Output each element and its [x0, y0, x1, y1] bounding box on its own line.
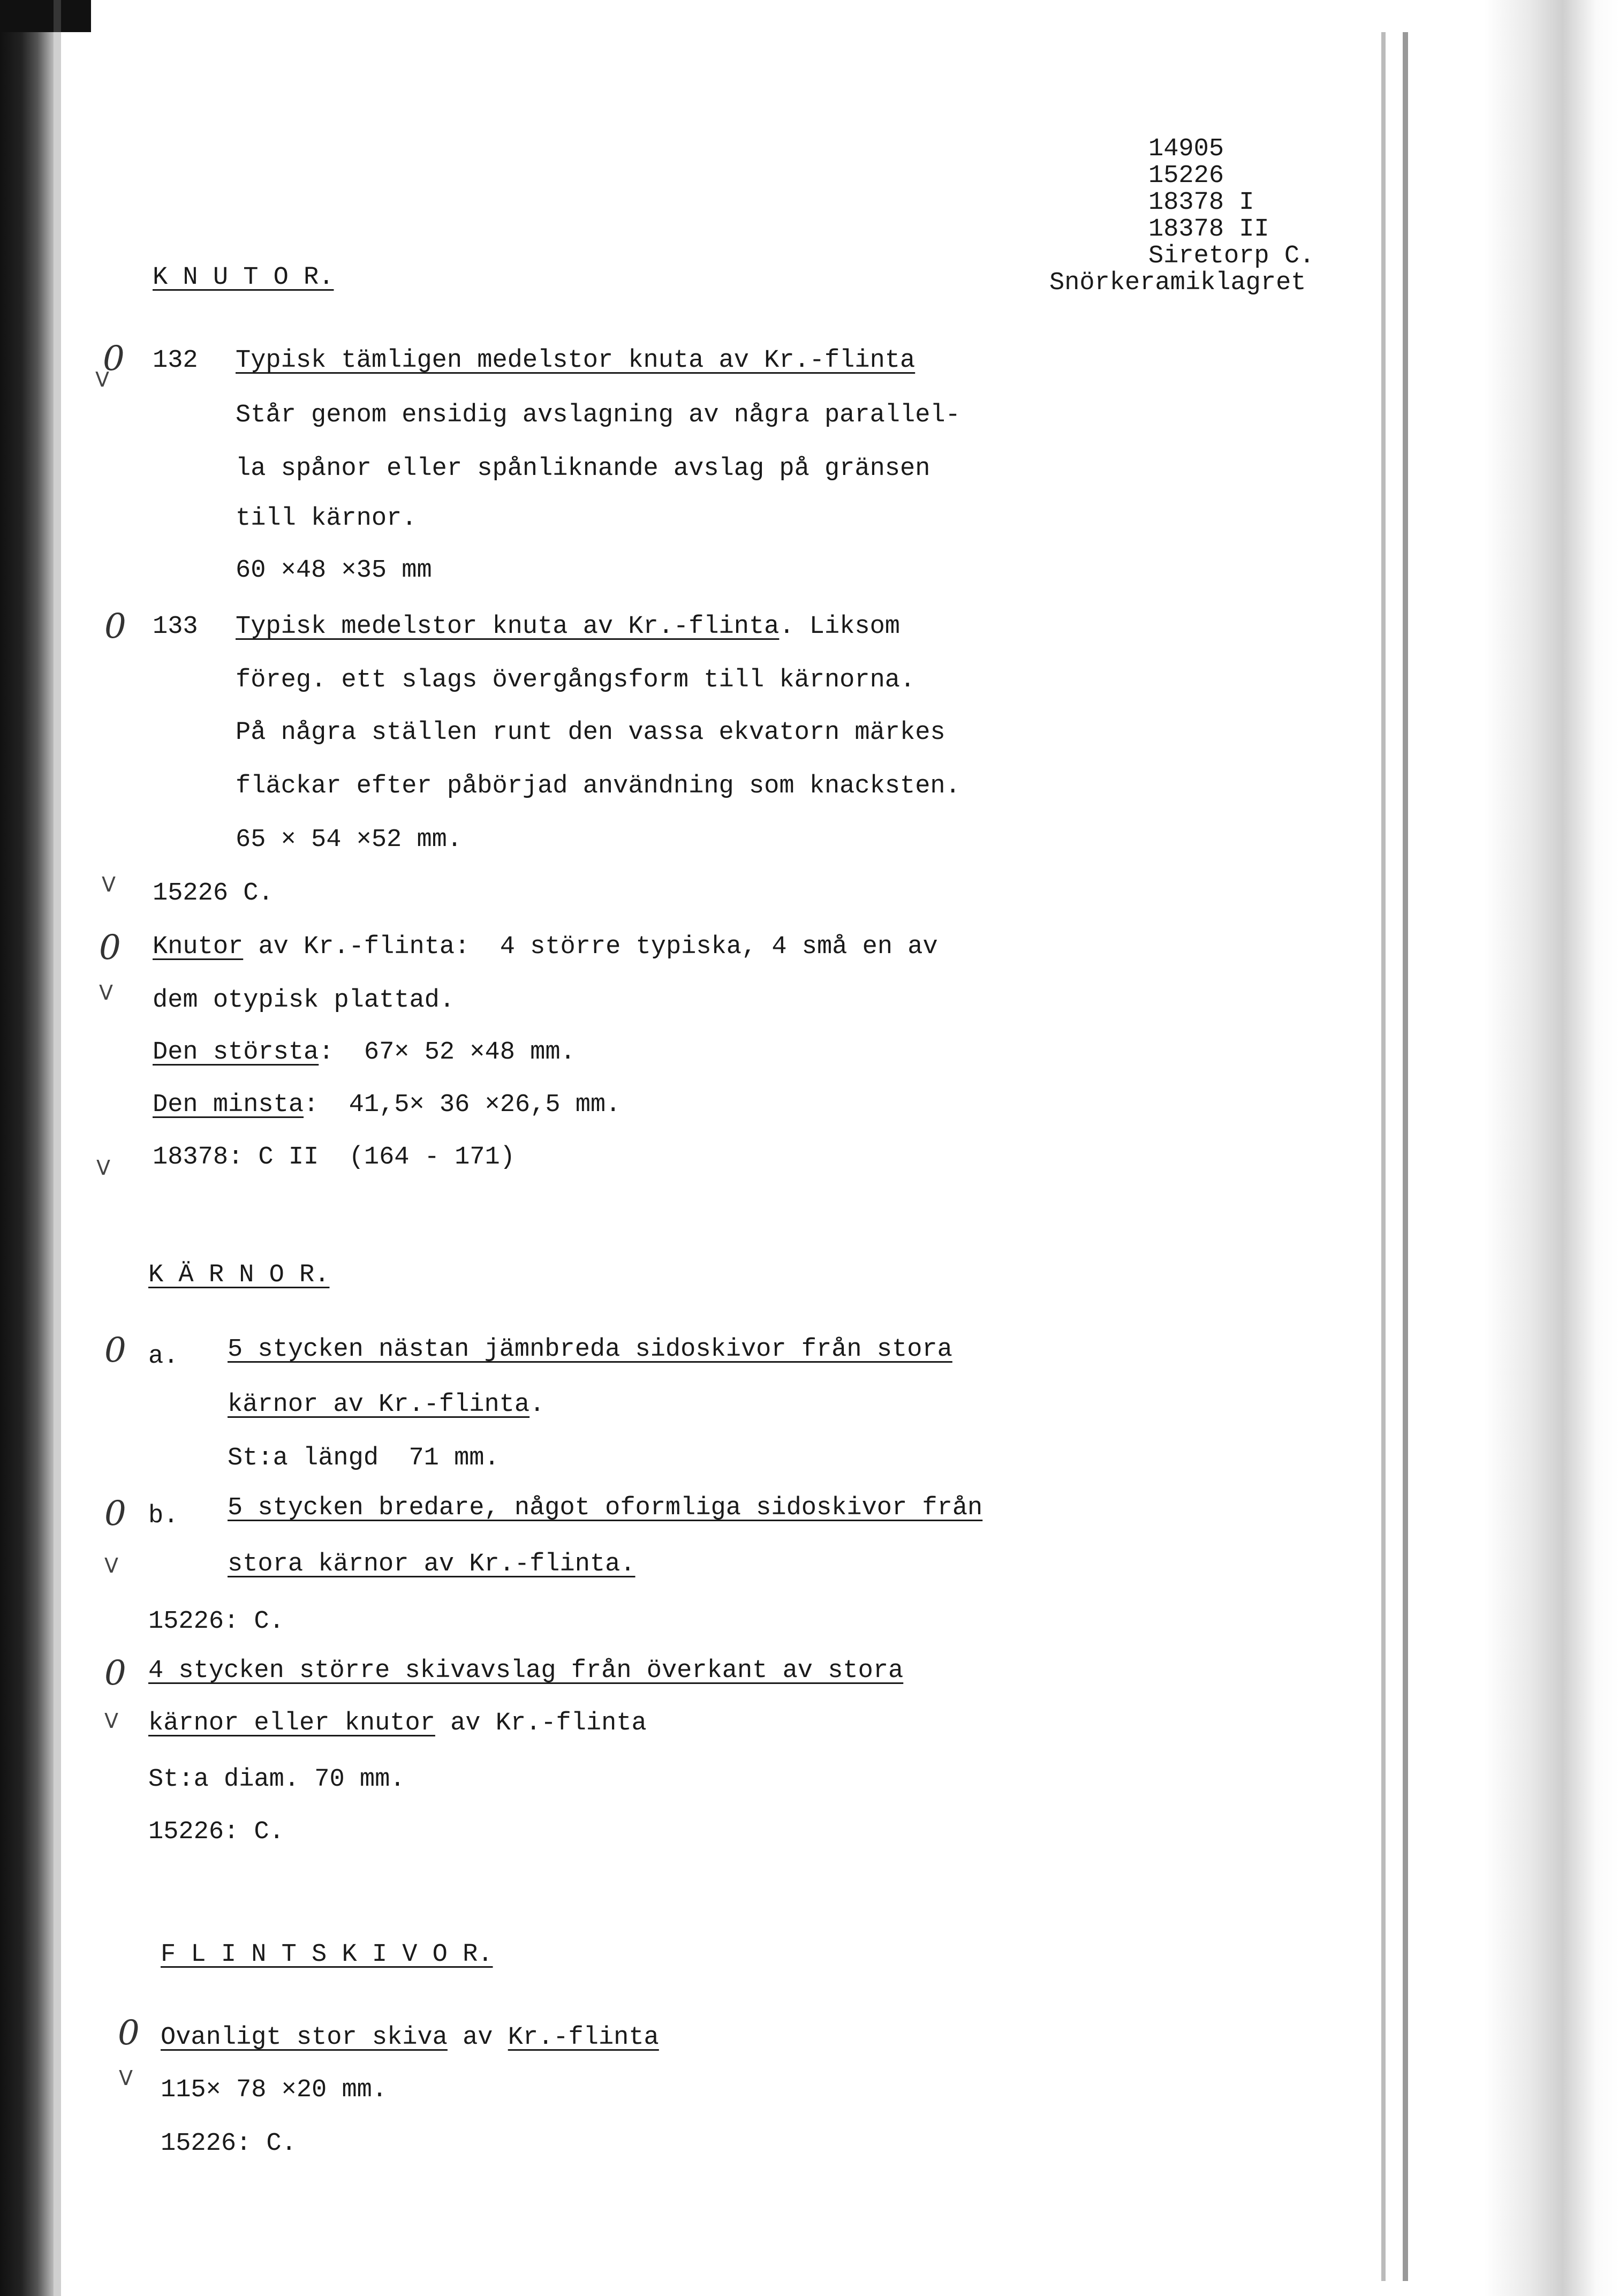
largest-value: : 67× 52 ×48 mm.	[319, 1038, 576, 1067]
zero-mark: 0	[99, 928, 121, 968]
item-title: Ovanligt stor skiva	[161, 2023, 448, 2052]
dimensions: St:a längd 71 mm.	[228, 1444, 500, 1472]
page-stack-edge	[1394, 0, 1619, 2296]
page-edge-line-2	[1403, 32, 1408, 2281]
description-line: dem otypisk plattad.	[153, 986, 455, 1015]
item-letter: b.	[148, 1502, 179, 1530]
smallest-value: : 41,5× 36 ×26,5 mm.	[304, 1091, 621, 1119]
item-title-end: .	[529, 1391, 545, 1419]
ref-line: Siretorp C.	[1148, 242, 1315, 270]
book-binding-shadow	[0, 0, 54, 2296]
description-line: till kärnor.	[236, 504, 417, 533]
zero-mark: 0	[104, 1653, 126, 1693]
smallest-label: Den minsta	[153, 1091, 304, 1119]
item-title-rest: . Liksom	[779, 613, 901, 641]
item-title: stora kärnor av Kr.-flinta.	[228, 1550, 636, 1578]
item-title: kärnor av Kr.-flinta	[228, 1391, 530, 1419]
page-edge-line	[1381, 32, 1386, 2281]
ref-line: 15226	[1148, 162, 1224, 190]
flintskiva-line	[161, 2025, 659, 2050]
item-title-line	[228, 1392, 544, 1417]
item-title: 5 stycken nästan jämnbreda sidoskivor från stora	[228, 1335, 952, 1364]
dimensions: 115× 78 ×20 mm.	[161, 2076, 388, 2104]
check-mark: V	[95, 368, 109, 391]
reference: 15226: C.	[148, 1818, 284, 1846]
description-line: Står genom ensidig avslagning av några parallel-	[236, 401, 960, 429]
check-mark: V	[99, 981, 113, 1004]
check-mark: V	[104, 1554, 118, 1577]
reference: 15226 C.	[153, 879, 274, 908]
zero-mark: 0	[104, 1494, 126, 1534]
description-line: På några ställen runt den vassa ekvatorn märkes	[236, 719, 945, 747]
zero-mark: 0	[104, 1331, 126, 1370]
reference: 15226: C.	[148, 1607, 284, 1636]
item-title: 4 stycken större skivavslag från överkant av stora	[148, 1657, 904, 1685]
reference-numbers	[1049, 135, 1315, 324]
item-title-material: Kr.-flinta	[508, 2023, 659, 2052]
zero-mark: 0	[103, 339, 125, 379]
binding-top-dark	[0, 0, 91, 32]
item-title-line	[236, 614, 900, 639]
zero-mark: 0	[104, 607, 126, 646]
item-title: kärnor eller knutor	[148, 1709, 435, 1738]
item-number: 132	[153, 346, 198, 375]
dimensions: St:a diam. 70 mm.	[148, 1765, 405, 1794]
item-title: Typisk tämligen medelstor knuta av Kr.-flinta	[236, 346, 916, 375]
description-line: fläckar efter påbörjad användning som knacksten.	[236, 772, 960, 800]
item-letter: a.	[148, 1342, 179, 1371]
knutor-text: av Kr.-flinta: 4 större typiska, 4 små en av	[243, 933, 938, 961]
knutor-line	[153, 934, 938, 960]
item-title: 5 stycken bredare, något oformliga sidoskivor från	[228, 1494, 983, 1522]
smallest-line	[153, 1092, 621, 1117]
page-gutter	[54, 0, 61, 2296]
reference: 18378: C II (164 - 171)	[153, 1143, 515, 1172]
item-title-rest: av Kr.-flinta	[435, 1709, 647, 1738]
check-mark: V	[102, 873, 116, 896]
check-mark: V	[119, 2066, 133, 2090]
item-title-mid: av	[447, 2023, 508, 2052]
section-heading-flintskivor: F L I N T S K I V O R.	[161, 1940, 493, 1969]
dimensions: 65 × 54 ×52 mm.	[236, 826, 463, 854]
ref-line: Snörkeramiklagret	[1049, 269, 1306, 297]
reference: 15226: C.	[161, 2129, 297, 2158]
item-number: 133	[153, 613, 198, 641]
section-heading-karnor: K Ä R N O R.	[148, 1261, 330, 1289]
description-line: la spånor eller spånliknande avslag på gränsen	[236, 455, 930, 483]
ref-line: 14905	[1148, 135, 1224, 163]
ref-line: 18378 II	[1148, 215, 1269, 244]
item-title: Typisk medelstor knuta av Kr.-flinta	[236, 613, 780, 641]
zero-mark: 0	[118, 2013, 140, 2053]
largest-line	[153, 1040, 576, 1065]
dimensions: 60 ×48 ×35 mm	[236, 556, 432, 585]
check-mark: V	[96, 1156, 110, 1180]
check-mark: V	[104, 1709, 118, 1733]
item-title-line	[148, 1711, 647, 1736]
section-heading-knutor: K N U T O R.	[153, 263, 334, 292]
largest-label: Den största	[153, 1038, 319, 1067]
ref-line: 18378 I	[1148, 188, 1254, 217]
knutor-label: Knutor	[153, 933, 244, 961]
description-line: föreg. ett slags övergångsform till kärnorna.	[236, 666, 916, 694]
